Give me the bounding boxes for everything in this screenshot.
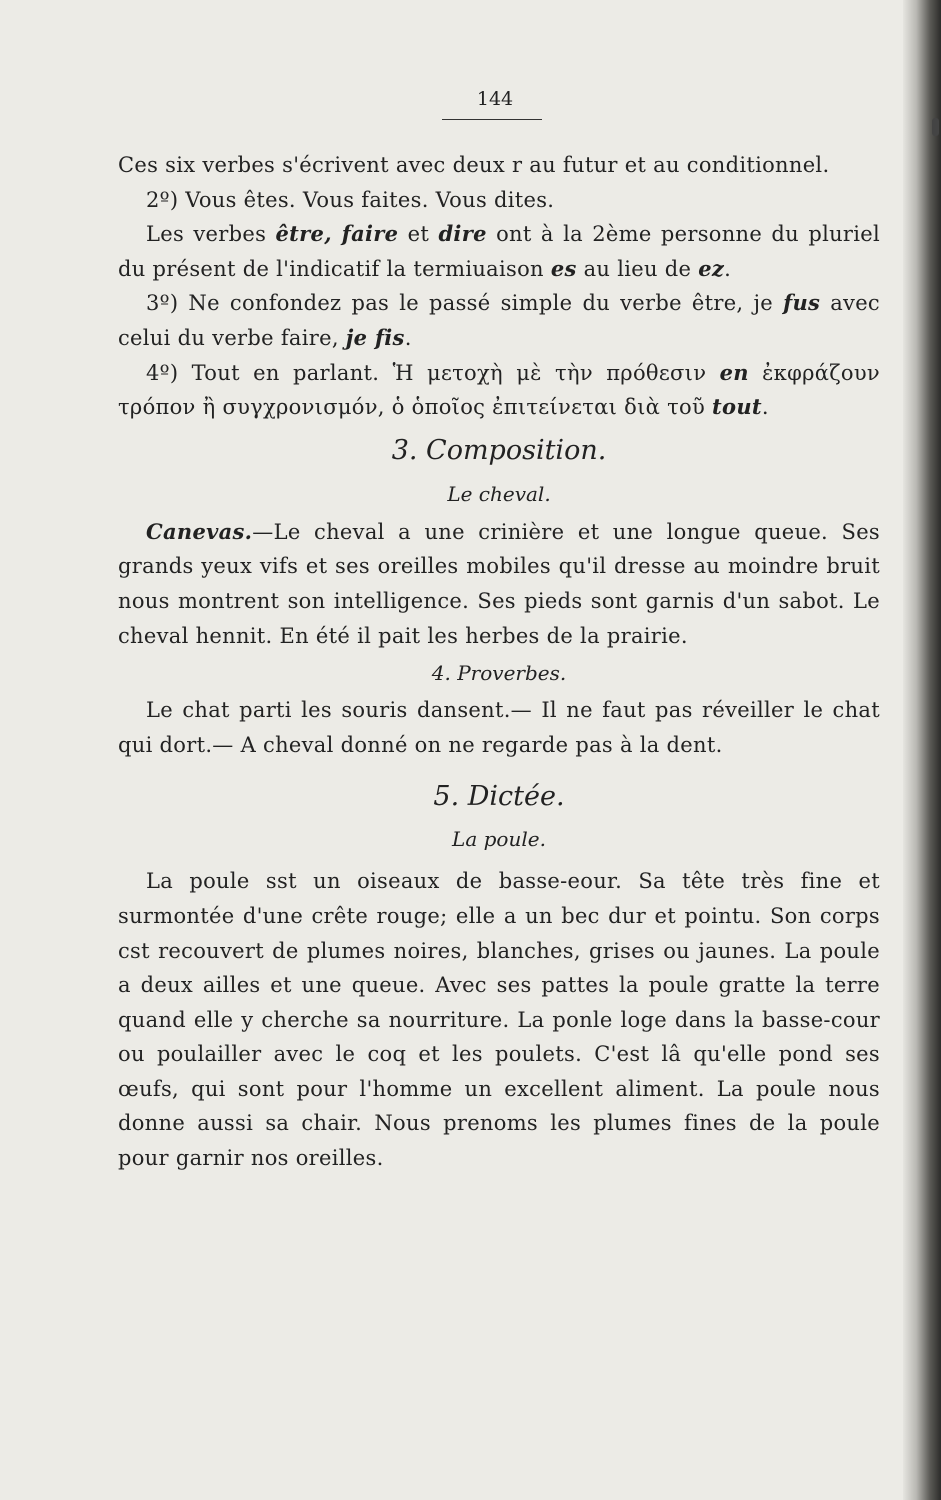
word-fus: fus bbox=[783, 290, 821, 316]
paragraph-verbes-etre-faire-dire bbox=[118, 217, 880, 286]
paragraph-dictee: La poule sst un oiseaux de basse-eour. Sa tête très fine et surmontée d'une crête rouge; elle a un bec dur et pointu. Son corps cst recouvert de plumes noires, blanches, grises ou jaunes. La poule a deux ailles et une queue. Avec ses pattes la poule gratte la terre quand elle y cherche sa nourriture. La ponle loge dans la basse-cour ou poulailler avec le coq et les poulets. C'est lâ qu'elle pond ses œufs, qui sont pour l'homme un excellent aliment. La poule nous donne aussi sa chair. Nous prenoms les plumes fines de la poule pour garnir nos oreilles. bbox=[118, 869, 880, 1171]
text: au lieu de bbox=[576, 256, 699, 281]
word-es: es bbox=[550, 255, 577, 281]
paragraph-proverbes: Le chat parti les souris dansent.— Il ne faut pas réveiller le chat qui dort.— A cheval donné on ne regarde pas à la dent. bbox=[118, 698, 880, 757]
composition-subheading: Le cheval. bbox=[447, 481, 551, 506]
word-je-fis: je fis bbox=[345, 324, 405, 350]
text: 4º) Tout en parlant. Ἡ μετοχὴ μὲ τὴν πρόθεσιν bbox=[146, 360, 720, 385]
text: avec celui du verbe faire, bbox=[118, 291, 880, 350]
word-en: en bbox=[719, 359, 749, 385]
paragraph-vous-etes: 2º) Vous êtes. Vous faites. Vous dites. bbox=[146, 187, 555, 212]
comma: , bbox=[324, 221, 342, 247]
paragraph-passe-simple bbox=[118, 286, 880, 355]
dictee-subheading: La poule. bbox=[452, 827, 546, 852]
proverbes-heading: 4. Proverbes. bbox=[431, 661, 567, 686]
text: ont à la 2ème personne du pluriel du présent de l'indicatif la termiuaison bbox=[118, 222, 881, 281]
text: 3º) Ne confondez pas le passé simple du verbe être, je bbox=[146, 291, 784, 316]
paragraph-futur: Ces six verbes s'écrivent avec deux r au futur et au conditionnel. bbox=[118, 153, 830, 177]
page-number-rule bbox=[442, 119, 542, 120]
canevas-label: Canevas. bbox=[146, 518, 253, 544]
word-faire: faire bbox=[341, 221, 399, 247]
word-dire: dire bbox=[438, 221, 487, 247]
text: ἐκφράζουν τρόπον ἢ συγχρονισμόν, ὁ ὁποῖος ἐπιτείνεται διὰ τοῦ bbox=[118, 360, 880, 420]
dictee-heading: 5. Dictée. bbox=[433, 781, 565, 813]
word-ez: ez bbox=[698, 255, 725, 281]
text: et bbox=[398, 222, 439, 247]
canevas-text: —Le cheval a une crinière et une longue queue. Ses grands yeux vifs et ses oreilles mobiles qu'il dresse au moindre bruit nous montrent son intelligence. Ses pieds sont garnis d'un sabot. Le cheval hennit. En été il pait les herbes de la prairie. bbox=[118, 519, 880, 648]
book-page-edge bbox=[903, 0, 941, 1500]
word-tout: tout bbox=[712, 394, 762, 420]
paragraph-tout-en-parlant bbox=[118, 356, 880, 425]
text: . bbox=[404, 325, 412, 350]
word-etre: être bbox=[275, 221, 325, 247]
text: . bbox=[724, 256, 732, 281]
text: . bbox=[761, 395, 769, 420]
page-number: 144 bbox=[476, 88, 514, 110]
edge-mark bbox=[932, 118, 939, 136]
composition-heading: 3. Composition. bbox=[391, 434, 607, 466]
paragraph-canevas bbox=[118, 515, 880, 653]
page-content bbox=[118, 148, 880, 1176]
text: Les verbes bbox=[146, 222, 276, 247]
